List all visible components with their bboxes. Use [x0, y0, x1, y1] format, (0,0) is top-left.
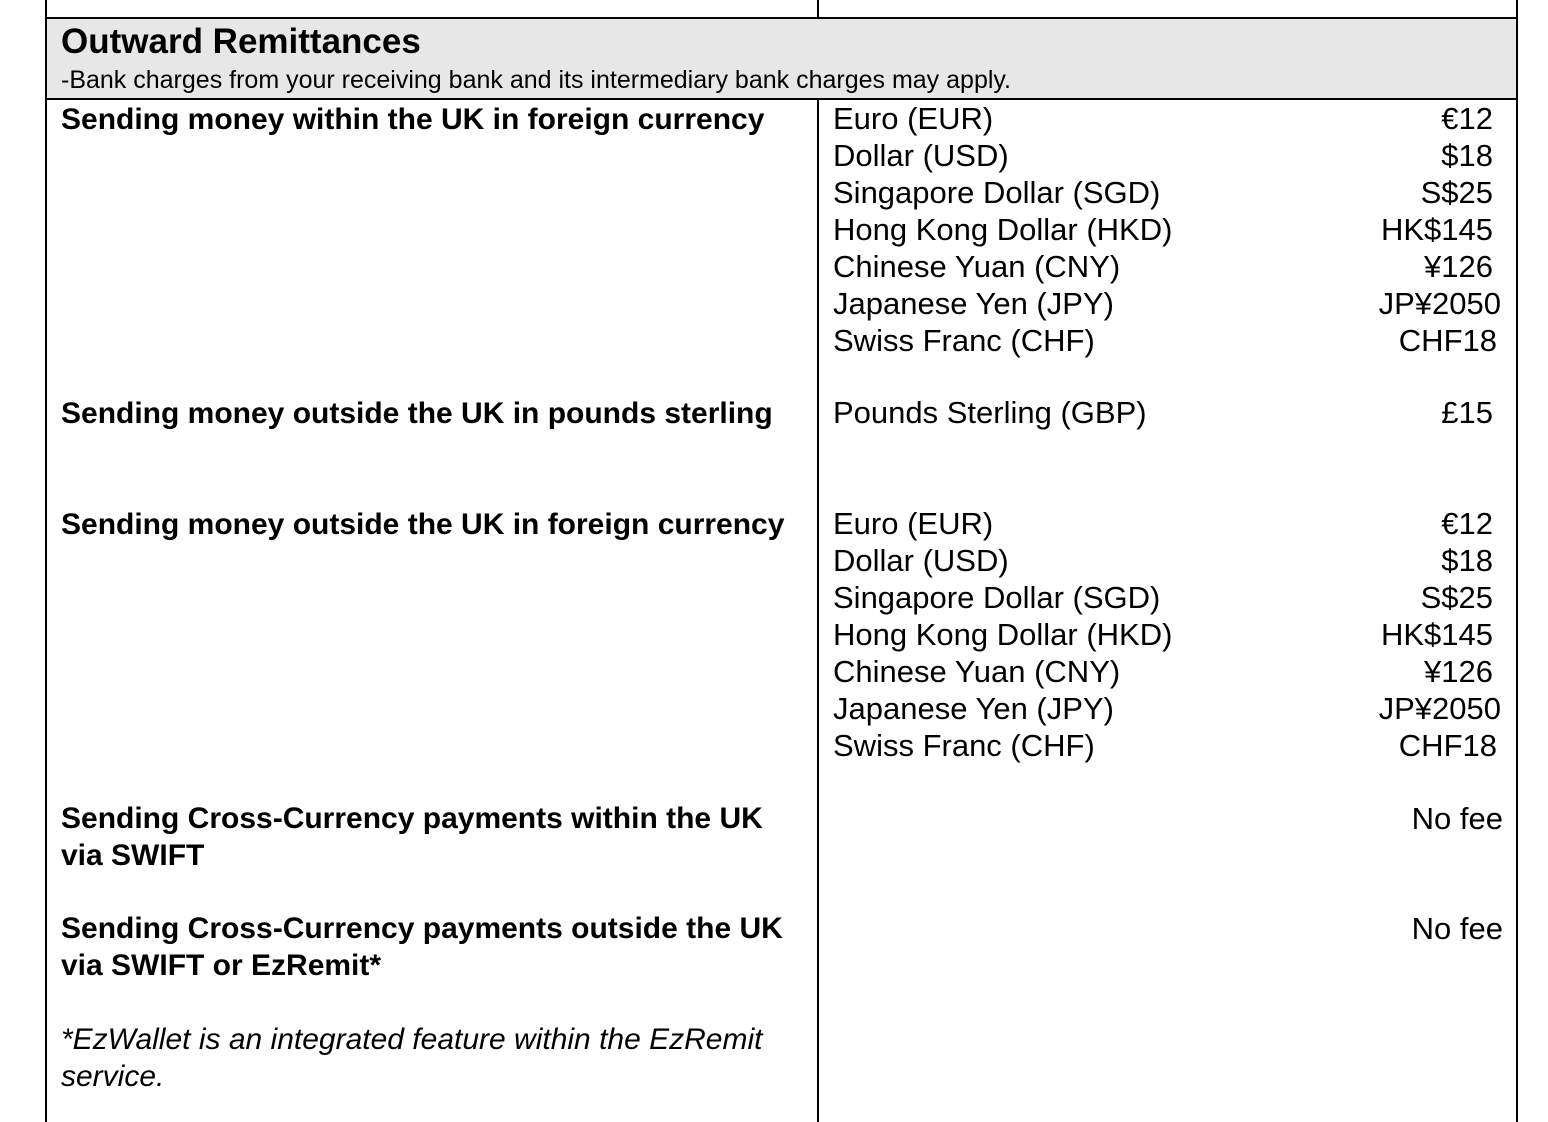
fee-list-outside-uk-foreign	[833, 505, 1503, 764]
currency-name: Hong Kong Dollar (HKD)	[833, 212, 1173, 247]
fee-amount: ¥126	[1424, 249, 1493, 284]
column-divider	[817, 99, 819, 1122]
fee-row	[833, 174, 1503, 211]
fee-amount: ¥126	[1424, 654, 1493, 689]
fee-row	[833, 542, 1503, 579]
currency-name: Dollar (USD)	[833, 543, 1009, 578]
fee-row	[833, 285, 1503, 322]
fee-amount: JP¥2050	[1378, 691, 1501, 726]
currency-name: Swiss Franc (CHF)	[833, 323, 1095, 358]
fee-amount: HK$145	[1380, 617, 1493, 652]
currency-name: Japanese Yen (JPY)	[833, 286, 1114, 321]
currency-name: Euro (EUR)	[833, 101, 994, 136]
column-divider-top	[817, 0, 819, 18]
fee-row	[833, 727, 1503, 764]
fee-amount: CHF18	[1398, 323, 1497, 358]
fee-amount: S$25	[1420, 580, 1493, 615]
fee-list-outside-uk-gbp	[833, 394, 1503, 431]
footnote: *EzWallet is an integrated feature within the EzRemit service.	[61, 1023, 763, 1093]
currency-name: Euro (EUR)	[833, 506, 994, 541]
table-border-left	[45, 0, 47, 1122]
fee-row	[833, 653, 1503, 690]
currency-name: Chinese Yuan (CNY)	[833, 249, 1121, 284]
fee-amount: CHF18	[1398, 728, 1497, 763]
currency-name: Dollar (USD)	[833, 138, 1009, 173]
fee-row	[833, 505, 1503, 542]
fee-row	[833, 579, 1503, 616]
currency-name: Singapore Dollar (SGD)	[833, 175, 1161, 210]
fee-amount: $18	[1441, 543, 1493, 578]
fee-amount: S$25	[1420, 175, 1493, 210]
currency-name: Japanese Yen (JPY)	[833, 691, 1114, 726]
currency-name: Chinese Yuan (CNY)	[833, 654, 1121, 689]
currency-name: Singapore Dollar (SGD)	[833, 580, 1161, 615]
fee-row	[833, 248, 1503, 285]
row-label-cross-currency-outside-uk: Sending Cross-Currency payments outside the UK via SWIFT or EzRemit*	[61, 912, 783, 982]
header-top-border	[45, 17, 1518, 19]
row-label-within-uk-foreign: Sending money within the UK in foreign currency	[61, 103, 765, 136]
fee-amount: £15	[1441, 395, 1493, 430]
currency-name: Pounds Sterling (GBP)	[833, 395, 1147, 430]
fee-amount: €12	[1441, 506, 1493, 541]
fee-row	[833, 394, 1503, 431]
fee-value-cross-currency-outside-uk: No fee	[1411, 911, 1503, 946]
fee-row	[833, 100, 1503, 137]
table-border-right	[1516, 0, 1518, 1122]
fee-row	[833, 322, 1503, 359]
section-note: -Bank charges from your receiving bank and its intermediary bank charges may apply.	[61, 66, 1011, 94]
fee-row	[833, 211, 1503, 248]
currency-name: Swiss Franc (CHF)	[833, 728, 1095, 763]
section-title: Outward Remittances	[61, 22, 421, 61]
currency-name: Hong Kong Dollar (HKD)	[833, 617, 1173, 652]
fee-row	[833, 690, 1503, 727]
row-label-outside-uk-foreign: Sending money outside the UK in foreign currency	[61, 508, 785, 541]
fee-amount: €12	[1441, 101, 1493, 136]
fee-amount: $18	[1441, 138, 1493, 173]
fee-list-within-uk-foreign	[833, 100, 1503, 359]
fee-value-cross-currency-within-uk: No fee	[1411, 801, 1503, 836]
fee-amount: JP¥2050	[1378, 286, 1501, 321]
fee-row	[833, 616, 1503, 653]
row-label-cross-currency-within-uk: Sending Cross-Currency payments within the UK via SWIFT	[61, 802, 763, 872]
fee-amount: HK$145	[1380, 212, 1493, 247]
fee-row	[833, 137, 1503, 174]
row-label-outside-uk-gbp: Sending money outside the UK in pounds sterling	[61, 397, 773, 430]
